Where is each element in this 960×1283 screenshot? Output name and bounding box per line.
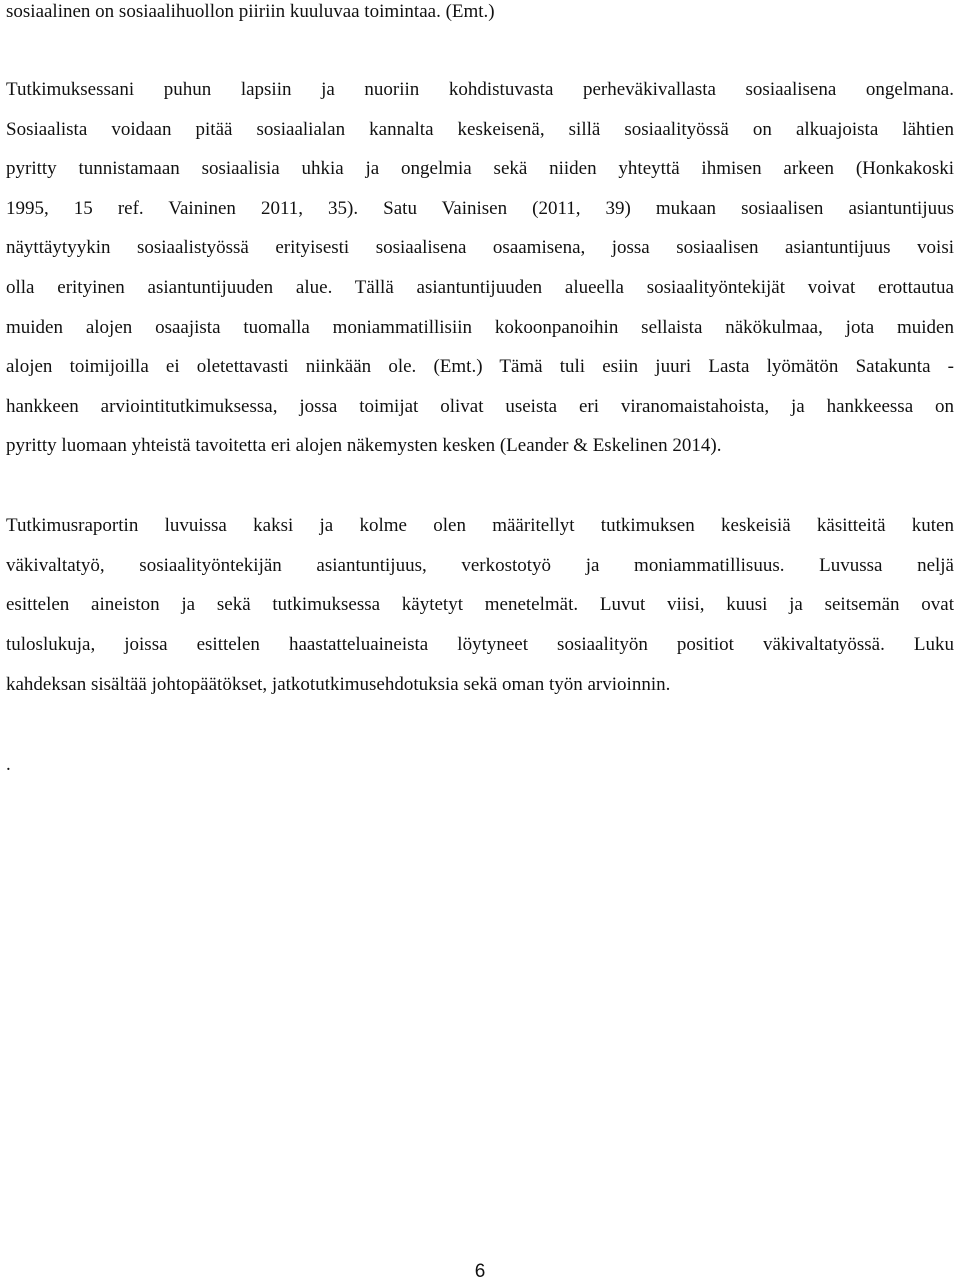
paragraph-line: väkivaltatyö, sosiaalityöntekijän asiantuntijuus, verkostotyö ja moniammatillisuus. Luvussa neljä	[6, 555, 954, 576]
paragraph-line: alojen toimijoilla ei oletettavasti niinkään ole. (Emt.) Tämä tuli esiin juuri Lasta lyömätön Satakunta -	[6, 356, 954, 377]
paragraph-line: pyritty tunnistamaan sosiaalisia uhkia ja ongelmia sekä niiden yhteyttä ihmisen arkeen (Honkakoski	[6, 158, 954, 179]
paragraph-line: tuloslukuja, joissa esittelen haastatteluaineista löytyneet sosiaalityön positiot väkivaltatyössä. Luku	[6, 634, 954, 655]
intro-line: sosiaalinen on sosiaalihuollon piiriin kuuluvaa toimintaa. (Emt.)	[6, 1, 495, 22]
paragraph-line: hankkeen arviointitutkimuksessa, jossa toimijat olivat useista eri viranomaistahoista, ja hankkeessa on	[6, 396, 954, 417]
paragraph-line: 1995, 15 ref. Vaininen 2011, 35). Satu Vainisen (2011, 39) mukaan sosiaalisen asiantuntijuus	[6, 198, 954, 219]
paragraph-line: muiden alojen osaajista tuomalla moniammatillisiin kokoonpanoihin sellaista näkökulmaa, jota muiden	[6, 317, 954, 338]
paragraph-line: pyritty luomaan yhteistä tavoitetta eri alojen näkemysten kesken (Leander & Eskelinen 2014).	[6, 435, 722, 456]
stray-mark: .	[6, 754, 11, 775]
paragraph-line: Tutkimuksessani puhun lapsiin ja nuoriin kohdistuvasta perheväkivallasta sosiaalisena ongelmana.	[6, 79, 954, 100]
paragraph-line: esittelen aineiston ja sekä tutkimuksessa käytetyt menetelmät. Luvut viisi, kuusi ja seitsemän ovat	[6, 594, 954, 615]
paragraph-line: olla erityinen asiantuntijuuden alue. Tällä asiantuntijuuden alueella sosiaalityöntekijät voivat erottautua	[6, 277, 954, 298]
paragraph-line: Sosiaalista voidaan pitää sosiaalialan kannalta keskeisenä, sillä sosiaalityössä on alkuajoista lähtien	[6, 119, 954, 140]
paragraph-line: kahdeksan sisältää johtopäätökset, jatkotutkimusehdotuksia sekä oman työn arvioinnin.	[6, 674, 671, 695]
page-number: 6	[474, 1261, 486, 1282]
paragraph-line: Tutkimusraportin luvuissa kaksi ja kolme olen määritellyt tutkimuksen keskeisiä käsitteitä kuten	[6, 515, 954, 536]
paragraph-line: näyttäytyykin sosiaalistyössä erityisesti sosiaalisena osaamisena, jossa sosiaalisen asiantuntijuus voisi	[6, 237, 954, 258]
